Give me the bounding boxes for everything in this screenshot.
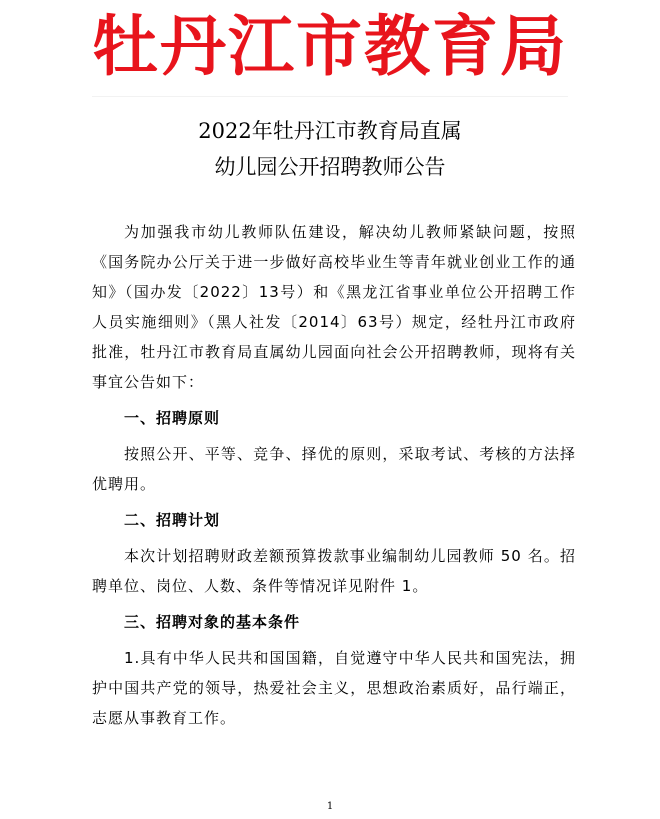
intro-paragraph: 为加强我市幼儿教师队伍建设，解决幼儿教师紧缺问题，按照《国务院办公厅关于进一步做好高校毕业生等青年就业创业工作的通知》（国办发〔2022〕13号）和《黑龙江省事业单位公开招聘工作人员实施细则》（黑人社发〔2014〕63号）规定，经牡丹江市政府批准，牡丹江市教育局直属幼儿园面向社会公开招聘教师，现将有关事宜公告如下：	[92, 223, 576, 391]
section-heading-principles: 一、招聘原则	[124, 409, 221, 427]
section-text-plan: 本次计划招聘财政差额预算拨款事业编制幼儿园教师 50 名。招聘单位、岗位、人数、条件等情况详见附件 1。	[92, 547, 576, 595]
masthead-org-name: 牡丹江市教育局	[92, 7, 568, 85]
document-body	[92, 217, 576, 739]
section-heading-eligibility: 三、招聘对象的基本条件	[124, 613, 301, 631]
section-heading-plan: 二、招聘计划	[124, 511, 221, 529]
page-number: 1	[326, 801, 334, 812]
document-title	[0, 113, 660, 185]
section-text-principles: 按照公开、平等、竞争、择优的原则，采取考试、考核的方法择优聘用。	[92, 445, 576, 493]
section-text-eligibility: 1.具有中华人民共和国国籍，自觉遵守中华人民共和国宪法，拥护中国共产党的领导，热爱社会主义，思想政治素质好，品行端正，志愿从事教育工作。	[92, 649, 576, 727]
document-title-line-1: 2022年牡丹江市教育局直属	[198, 119, 462, 143]
masthead-rule	[92, 96, 568, 97]
document-title-line-2: 幼儿园公开招聘教师公告	[214, 155, 446, 179]
